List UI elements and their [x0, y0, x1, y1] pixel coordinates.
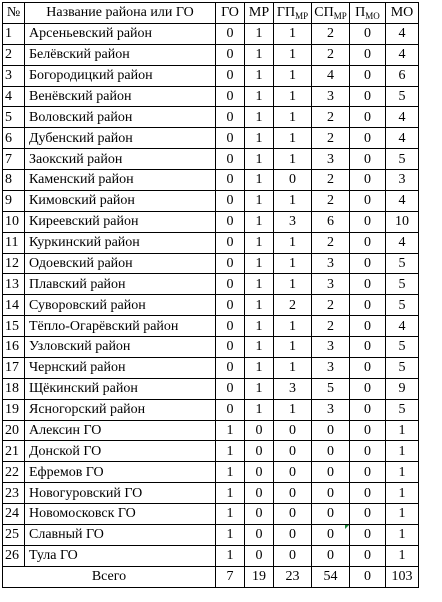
row-go: 0: [216, 211, 245, 232]
row-sp: 3: [312, 337, 350, 358]
row-gp: 1: [274, 357, 312, 378]
row-p: 0: [350, 128, 386, 149]
row-go: 1: [216, 483, 245, 504]
table-row: [3, 316, 419, 337]
table-row: [3, 44, 419, 65]
row-mo: 9: [386, 378, 419, 399]
row-num: 8: [3, 170, 25, 191]
row-gp: 3: [274, 211, 312, 232]
row-num: 2: [3, 44, 25, 65]
row-mo: 1: [386, 545, 419, 566]
row-gp: 1: [274, 65, 312, 86]
row-num: 4: [3, 86, 25, 107]
row-gp: 1: [274, 190, 312, 211]
row-name: Донской ГО: [25, 441, 216, 462]
table-row: [3, 357, 419, 378]
row-mo: 1: [386, 462, 419, 483]
row-mr: 0: [245, 524, 274, 545]
row-name: Новогуровский ГО: [25, 483, 216, 504]
table-body: [3, 23, 419, 566]
row-gp: 0: [274, 462, 312, 483]
row-sp: 2: [312, 128, 350, 149]
row-mr: 1: [245, 274, 274, 295]
row-mr: 1: [245, 357, 274, 378]
row-name: Воловский район: [25, 107, 216, 128]
row-name: Ефремов ГО: [25, 462, 216, 483]
row-mo: 1: [386, 441, 419, 462]
row-mo: 10: [386, 211, 419, 232]
row-mo: 1: [386, 504, 419, 525]
row-sp: 2: [312, 295, 350, 316]
row-num: 7: [3, 149, 25, 170]
row-mo: 5: [386, 86, 419, 107]
row-mo: 5: [386, 337, 419, 358]
row-num: 18: [3, 378, 25, 399]
header-p-sub: МО: [365, 11, 380, 22]
row-gp: 1: [274, 149, 312, 170]
table-row: [3, 504, 419, 525]
row-p: 0: [350, 65, 386, 86]
header-p: [350, 3, 386, 24]
row-go: 1: [216, 524, 245, 545]
row-p: 0: [350, 211, 386, 232]
row-name: Тёпло-Огарёвский район: [25, 316, 216, 337]
row-go: 0: [216, 44, 245, 65]
row-p: 0: [350, 504, 386, 525]
row-gp: 1: [274, 44, 312, 65]
table-row: [3, 524, 419, 545]
row-gp: 0: [274, 170, 312, 191]
row-sp: 3: [312, 253, 350, 274]
row-sp: 0: [312, 504, 350, 525]
row-mr: 1: [245, 23, 274, 44]
row-num: 11: [3, 232, 25, 253]
row-mr: 1: [245, 170, 274, 191]
total-go: 7: [216, 566, 245, 587]
row-sp: 2: [312, 316, 350, 337]
row-mo: 3: [386, 170, 419, 191]
row-mr: 1: [245, 128, 274, 149]
row-name: Плавский район: [25, 274, 216, 295]
row-gp: 0: [274, 483, 312, 504]
row-go: 1: [216, 441, 245, 462]
row-gp: 0: [274, 441, 312, 462]
row-mo: 5: [386, 357, 419, 378]
row-go: 0: [216, 274, 245, 295]
row-gp: 1: [274, 23, 312, 44]
row-p: 0: [350, 44, 386, 65]
row-p: 0: [350, 86, 386, 107]
row-num: 1: [3, 23, 25, 44]
row-num: 9: [3, 190, 25, 211]
row-mr: 0: [245, 545, 274, 566]
row-go: 0: [216, 86, 245, 107]
row-mr: 1: [245, 107, 274, 128]
row-name: Куркинский район: [25, 232, 216, 253]
row-name: Славный ГО: [25, 524, 216, 545]
total-sp: 54: [312, 566, 350, 587]
row-sp: 3: [312, 149, 350, 170]
row-num: 22: [3, 462, 25, 483]
row-go: 1: [216, 545, 245, 566]
row-mo: 4: [386, 190, 419, 211]
row-num: 26: [3, 545, 25, 566]
row-mr: 1: [245, 232, 274, 253]
header-row: [3, 3, 419, 24]
row-num: 21: [3, 441, 25, 462]
row-name: Суворовский район: [25, 295, 216, 316]
row-go: 0: [216, 316, 245, 337]
row-mr: 1: [245, 378, 274, 399]
row-go: 0: [216, 357, 245, 378]
row-mo: 4: [386, 232, 419, 253]
row-mr: 0: [245, 420, 274, 441]
row-num: 6: [3, 128, 25, 149]
table-row: [3, 149, 419, 170]
row-num: 14: [3, 295, 25, 316]
row-name: Ясногорский район: [25, 399, 216, 420]
row-gp: 1: [274, 128, 312, 149]
row-sp: 3: [312, 357, 350, 378]
row-name: Богородицкий район: [25, 65, 216, 86]
total-label: Всего: [3, 566, 216, 587]
header-name: Название района или ГО: [25, 3, 216, 24]
row-mr: 1: [245, 190, 274, 211]
table-row: [3, 107, 419, 128]
row-go: 0: [216, 232, 245, 253]
row-go: 0: [216, 65, 245, 86]
row-gp: 1: [274, 232, 312, 253]
row-mo: 4: [386, 128, 419, 149]
row-num: 15: [3, 316, 25, 337]
header-sp-sub: МР: [333, 11, 347, 22]
row-gp: 1: [274, 316, 312, 337]
row-go: 1: [216, 420, 245, 441]
row-name: Заокский район: [25, 149, 216, 170]
row-gp: 1: [274, 274, 312, 295]
row-gp: 0: [274, 545, 312, 566]
table-row: [3, 295, 419, 316]
table-row: [3, 190, 419, 211]
header-gp-main: ГП: [276, 5, 296, 21]
row-p: 0: [350, 316, 386, 337]
row-p: 0: [350, 107, 386, 128]
row-gp: 1: [274, 399, 312, 420]
row-mr: 0: [245, 504, 274, 525]
row-name: Дубенский район: [25, 128, 216, 149]
row-name: Одоевский район: [25, 253, 216, 274]
row-p: 0: [350, 462, 386, 483]
row-sp: 3: [312, 86, 350, 107]
row-num: 20: [3, 420, 25, 441]
row-gp: 2: [274, 295, 312, 316]
table-row: [3, 65, 419, 86]
row-num: 13: [3, 274, 25, 295]
row-p: 0: [350, 378, 386, 399]
header-mo: МО: [386, 3, 419, 24]
header-mr: МР: [245, 3, 274, 24]
header-sp: [312, 3, 350, 24]
total-gp: 23: [274, 566, 312, 587]
row-mr: 1: [245, 44, 274, 65]
row-sp: 3: [312, 399, 350, 420]
row-mr: 1: [245, 211, 274, 232]
row-p: 0: [350, 524, 386, 545]
row-num: 3: [3, 65, 25, 86]
row-p: 0: [350, 253, 386, 274]
row-sp: 0: [312, 441, 350, 462]
row-name: Щёкинский район: [25, 378, 216, 399]
row-mr: 1: [245, 86, 274, 107]
row-p: 0: [350, 441, 386, 462]
row-gp: 1: [274, 86, 312, 107]
row-gp: 1: [274, 253, 312, 274]
row-gp: 1: [274, 107, 312, 128]
table-row: [3, 462, 419, 483]
row-sp: 0: [312, 483, 350, 504]
table-row: [3, 441, 419, 462]
header-go: ГО: [216, 3, 245, 24]
row-name: Тула ГО: [25, 545, 216, 566]
row-name: Узловский район: [25, 337, 216, 358]
row-p: 0: [350, 190, 386, 211]
row-sp: 0: [312, 462, 350, 483]
row-mr: 0: [245, 483, 274, 504]
row-mr: 1: [245, 253, 274, 274]
table-row: [3, 399, 419, 420]
row-mr: 1: [245, 316, 274, 337]
row-p: 0: [350, 170, 386, 191]
total-mo: 103: [386, 566, 419, 587]
row-mr: 0: [245, 462, 274, 483]
row-go: 0: [216, 399, 245, 420]
row-p: 0: [350, 274, 386, 295]
total-mr: 19: [245, 566, 274, 587]
row-num: 5: [3, 107, 25, 128]
row-mo: 4: [386, 316, 419, 337]
row-mo: 1: [386, 524, 419, 545]
row-sp: 2: [312, 107, 350, 128]
row-go: 1: [216, 504, 245, 525]
row-go: 0: [216, 190, 245, 211]
row-name: Алексин ГО: [25, 420, 216, 441]
row-p: 0: [350, 337, 386, 358]
row-sp: 0: [312, 545, 350, 566]
row-num: 10: [3, 211, 25, 232]
row-go: 0: [216, 378, 245, 399]
header-sp-main: СП: [314, 5, 334, 21]
table-row: [3, 545, 419, 566]
row-mr: 1: [245, 149, 274, 170]
table-row: [3, 420, 419, 441]
row-gp: 0: [274, 420, 312, 441]
header-gp-sub: МР: [295, 11, 309, 22]
row-mo: 5: [386, 295, 419, 316]
row-sp: 2: [312, 232, 350, 253]
row-mo: 5: [386, 274, 419, 295]
row-gp: 0: [274, 504, 312, 525]
table-row: [3, 232, 419, 253]
row-mo: 4: [386, 23, 419, 44]
row-mr: 1: [245, 295, 274, 316]
row-sp: 3: [312, 274, 350, 295]
row-sp: 4: [312, 65, 350, 86]
row-num: 24: [3, 504, 25, 525]
row-mo: 4: [386, 44, 419, 65]
table-row: [3, 23, 419, 44]
row-sp: 5: [312, 378, 350, 399]
row-num: 17: [3, 357, 25, 378]
table-row: [3, 86, 419, 107]
row-num: 19: [3, 399, 25, 420]
row-go: 0: [216, 170, 245, 191]
row-go: 0: [216, 128, 245, 149]
document-page: [2, 2, 419, 588]
row-go: 0: [216, 107, 245, 128]
table-row: [3, 337, 419, 358]
row-p: 0: [350, 295, 386, 316]
row-p: 0: [350, 149, 386, 170]
table-row: [3, 274, 419, 295]
row-go: 0: [216, 253, 245, 274]
row-sp: 2: [312, 23, 350, 44]
header-p-main: П: [355, 5, 366, 21]
row-sp: 0: [312, 420, 350, 441]
row-mr: 0: [245, 441, 274, 462]
row-mo: 5: [386, 399, 419, 420]
row-mr: 1: [245, 337, 274, 358]
row-mo: 4: [386, 107, 419, 128]
row-go: 1: [216, 462, 245, 483]
header-num: №: [3, 3, 25, 24]
table-row: [3, 378, 419, 399]
table-row: [3, 211, 419, 232]
row-go: 0: [216, 23, 245, 44]
row-p: 0: [350, 23, 386, 44]
row-name: Киреевский район: [25, 211, 216, 232]
row-name: Венёвский район: [25, 86, 216, 107]
row-name: Белёвский район: [25, 44, 216, 65]
row-gp: 3: [274, 378, 312, 399]
districts-table: [2, 2, 419, 588]
row-p: 0: [350, 420, 386, 441]
row-name: Новомосковск ГО: [25, 504, 216, 525]
row-mo: 1: [386, 483, 419, 504]
row-num: 25: [3, 524, 25, 545]
table-row: [3, 170, 419, 191]
table-row: [3, 128, 419, 149]
row-mo: 5: [386, 149, 419, 170]
row-name: Чернский район: [25, 357, 216, 378]
total-p: 0: [350, 566, 386, 587]
row-go: 0: [216, 149, 245, 170]
row-num: 16: [3, 337, 25, 358]
row-gp: 0: [274, 524, 312, 545]
row-mo: 6: [386, 65, 419, 86]
row-num: 23: [3, 483, 25, 504]
row-name: Каменский район: [25, 170, 216, 191]
row-sp: 2: [312, 190, 350, 211]
row-go: 0: [216, 337, 245, 358]
row-name: Арсеньевский район: [25, 23, 216, 44]
cell-marker-icon: [345, 525, 349, 529]
table-row: [3, 253, 419, 274]
row-p: 0: [350, 357, 386, 378]
total-row: [3, 566, 419, 587]
row-mr: 1: [245, 65, 274, 86]
row-sp: 2: [312, 170, 350, 191]
row-p: 0: [350, 399, 386, 420]
row-p: 0: [350, 232, 386, 253]
row-mo: 1: [386, 420, 419, 441]
table-row: [3, 483, 419, 504]
row-p: 0: [350, 545, 386, 566]
row-name: Кимовский район: [25, 190, 216, 211]
header-gp: [274, 3, 312, 24]
row-p: 0: [350, 483, 386, 504]
row-sp: 6: [312, 211, 350, 232]
row-gp: 1: [274, 337, 312, 358]
row-mr: 1: [245, 399, 274, 420]
row-sp: 2: [312, 44, 350, 65]
row-num: 12: [3, 253, 25, 274]
row-sp: 0: [312, 524, 350, 545]
row-mo: 5: [386, 253, 419, 274]
row-go: 0: [216, 295, 245, 316]
